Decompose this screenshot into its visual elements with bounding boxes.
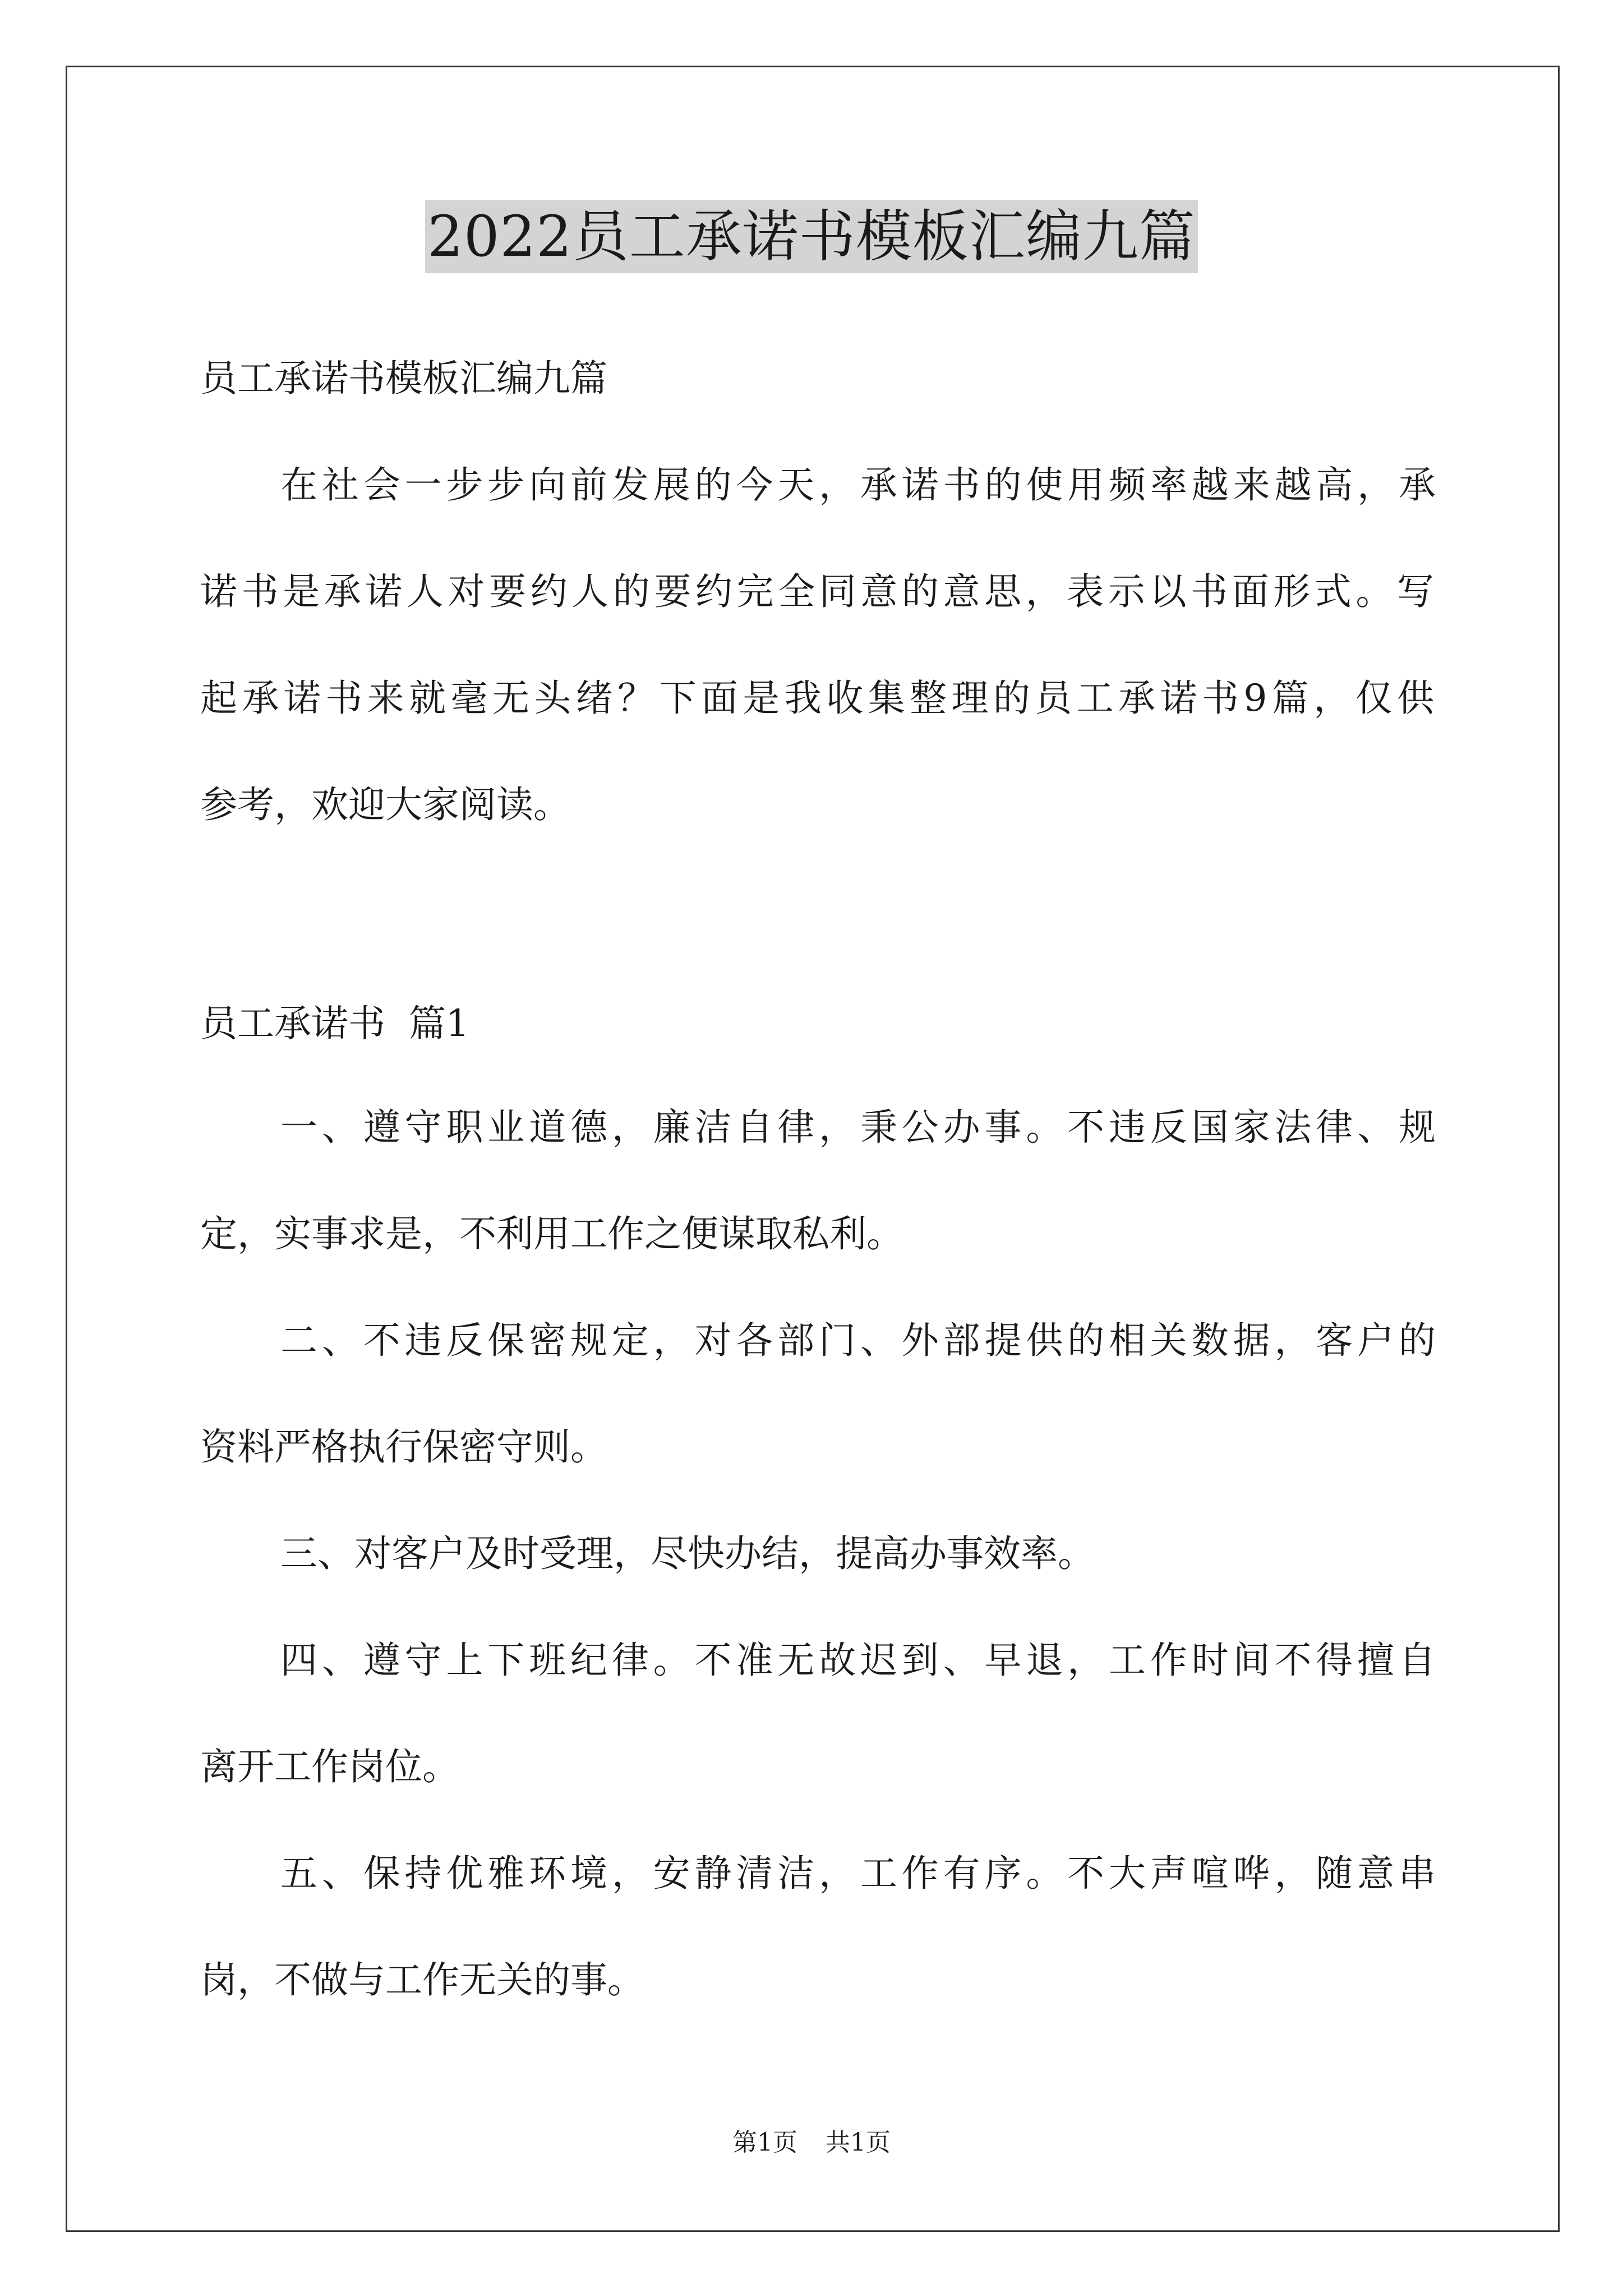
body-line-1: 一、遵守职业道德，廉洁自律，秉公办事。不违反国家法律、规: [280, 1106, 1436, 1149]
document-subtitle: 员工承诺书模板汇编九篇: [200, 357, 607, 400]
body-line-7: 离开工作岗位。: [200, 1745, 459, 1788]
intro-line-4: 参考，欢迎大家阅读。: [200, 783, 570, 826]
body-line-3: 二、不违反保密规定，对各部门、外部提供的相关数据，客户的: [280, 1319, 1436, 1362]
body-line-4: 资料严格执行保密守则。: [200, 1425, 607, 1469]
intro-line-3: 起承诺书来就毫无头绪？下面是我收集整理的员工承诺书9篇，仅供: [200, 677, 1434, 720]
body-line-8: 五、保持优雅环境，安静清洁，工作有序。不大声喧哗，随意串: [280, 1852, 1436, 1895]
title-container: [0, 200, 1623, 273]
body-line-5: 三、对客户及时受理，尽快办结，提高办事效率。: [280, 1532, 1095, 1575]
intro-line-1: 在社会一步步向前发展的今天，承诺书的使用频率越来越高，承: [280, 463, 1436, 507]
body-line-2: 定，实事求是，不利用工作之便谋取私利。: [200, 1212, 903, 1255]
page-footer: [0, 2126, 1623, 2160]
page-number: 第1页: [732, 2128, 797, 2157]
page-total: 共1页: [826, 2128, 891, 2157]
section-heading: 员工承诺书 篇1: [200, 1002, 469, 1045]
document-title: 2022员工承诺书模板汇编九篇: [425, 200, 1198, 273]
body-line-9: 岗，不做与工作无关的事。: [200, 1958, 644, 2001]
body-line-6: 四、遵守上下班纪律。不准无故迟到、早退，工作时间不得擅自: [280, 1639, 1436, 1682]
intro-line-2: 诺书是承诺人对要约人的要约完全同意的意思，表示以书面形式。写: [200, 570, 1434, 613]
